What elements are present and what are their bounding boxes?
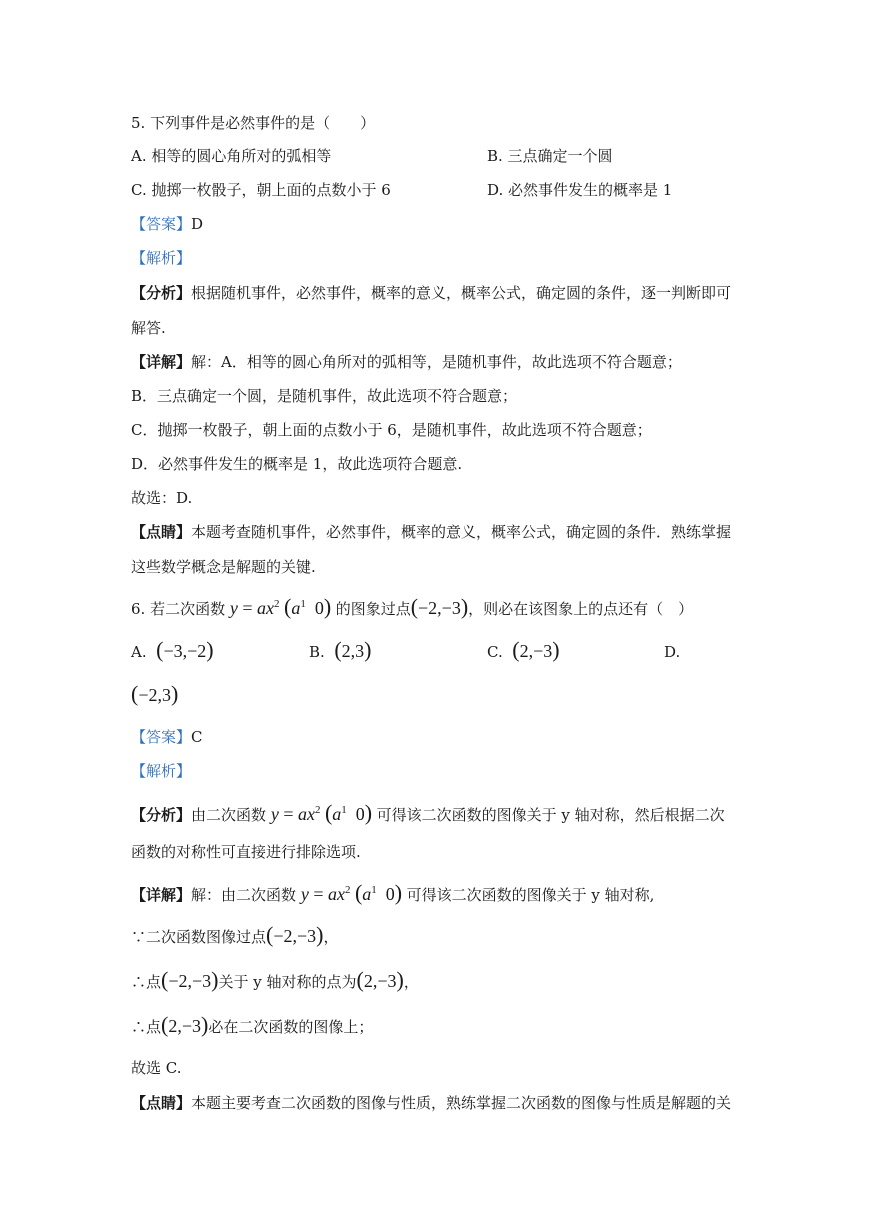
step3-text-a: ∴点 (131, 1018, 162, 1036)
var-a: a (297, 804, 307, 824)
q6-option-d-label: D. (664, 643, 681, 661)
q6-step-3: ∴点(2,−3)必在二次函数的图像上； (131, 1012, 374, 1037)
xiangjie-part-a: 解：由二次函数 (191, 886, 297, 904)
var-a: a (257, 598, 267, 618)
q6-option-b: B. (2,3) (309, 637, 372, 662)
cond-a: a (332, 804, 342, 824)
q5-xiangjie-line-4: D．必然事件发生的概率是 1，故此选项符合题意. (131, 455, 463, 473)
equals: = (308, 884, 328, 904)
q5-dianjing-line-1 (131, 522, 731, 542)
step2-text-b: 关于 y 轴对称的点为 (218, 973, 357, 991)
q6-stem-part-b: 的图象过点 (335, 600, 411, 618)
answer-value: D (191, 215, 204, 233)
var-x: x (306, 804, 315, 824)
step2-point-2: 2,−3 (363, 971, 397, 991)
fenxi-tag: 【分析】 (131, 284, 192, 302)
q5-option-b: B. 三点确定一个圆 (487, 147, 613, 165)
q6-stem-part-a: 6. 若二次函数 (131, 600, 226, 618)
q6-point: (−2,−3) (410, 594, 469, 619)
analysis-tag: 【解析】 (131, 762, 192, 780)
q6-dianjing-line-1 (131, 1093, 731, 1113)
q6-option-d-value: (−2,3) (131, 681, 179, 706)
q5-option-a: A. 相等的圆心角所对的弧相等 (131, 147, 332, 165)
cond-zero: 0 (355, 804, 365, 824)
step3-point: 2,−3 (168, 1016, 201, 1036)
step1-point: −2,−3 (273, 926, 317, 946)
q6-fenxi-line-2: 函数的对称性可直接进行排除选项. (131, 843, 361, 861)
opt-a-value: −3,−2 (163, 641, 207, 661)
q6-xiangjie-line-1 (131, 880, 654, 905)
q5-dianjing-line-2: 这些数学概念是解题的关键. (131, 558, 316, 576)
dianjing-tag: 【点睛】 (131, 1094, 192, 1112)
step2-text-a: ∴点 (131, 973, 162, 991)
xiangjie-function: $y = ax^2$ ($a^1$ 0) (300, 880, 403, 905)
q5-fenxi-line-2: 解答. (131, 319, 166, 337)
step2-comma: ， (403, 973, 419, 991)
step2-point-1: −2,−3 (168, 971, 212, 991)
exponent: 2 (344, 884, 351, 896)
xiangjie-tag: 【详解】 (131, 886, 192, 904)
q5-xiangjie-line-1 (131, 352, 682, 372)
q6-option-c: C. (2,−3) (487, 637, 560, 662)
equals: = (237, 598, 258, 618)
var-y: y (300, 884, 309, 904)
opt-d-value: −2,3 (138, 685, 171, 705)
q6-fenxi-line-1 (131, 800, 725, 825)
step1-comma: ， (323, 928, 339, 946)
step1-text: ∵二次函数图像过点 (131, 928, 267, 946)
answer-tag: 【答案】 (131, 728, 192, 746)
q6-function: $y = ax^2$ ($a^1$ 0) (229, 594, 332, 619)
q5-stem: 5. 下列事件是必然事件的是（ ） (131, 114, 376, 132)
q6-stem-part-c: ，则必在该图象上的点还有（ ） (468, 600, 694, 618)
exponent: 2 (314, 804, 321, 816)
q5-xiangjie-line-2: B．三点确定一个圆，是随机事件，故此选项不符合题意； (131, 387, 518, 405)
var-x: x (336, 884, 345, 904)
opt-b-label: B. (309, 643, 325, 661)
cond-sup: 1 (371, 884, 377, 896)
q5-answer (131, 214, 203, 234)
equals: = (278, 804, 298, 824)
var-a: a (327, 884, 337, 904)
q6-answer (131, 727, 203, 747)
q5-analysis-heading (131, 248, 191, 268)
exponent: 2 (274, 598, 280, 610)
cond-zero: 0 (385, 884, 395, 904)
point-value: −2,−3 (418, 598, 461, 618)
q6-analysis-heading (131, 761, 191, 781)
q6-step-2: ∴点(−2,−3)关于 y 轴对称的点为(2,−3)， (131, 967, 419, 992)
answer-value: C (191, 728, 203, 746)
xiangjie-tag: 【详解】 (131, 353, 192, 371)
q5-option-c: C. 抛掷一枚骰子，朝上面的点数小于 6 (131, 181, 391, 199)
xiangjie-text: 解：A．相等的圆心角所对的弧相等，是随机事件，故此选项不符合题意； (191, 353, 682, 371)
step3-text-b: 必在二次函数的图像上； (208, 1018, 374, 1036)
q6-option-a: A. (−3,−2) (131, 637, 214, 662)
fenxi-part-a: 由二次函数 (191, 806, 267, 824)
cond-sup: 1 (300, 598, 306, 610)
opt-c-value: 2,−3 (519, 641, 553, 661)
fenxi-function: $y = ax^2$ ($a^1$ 0) (270, 800, 373, 825)
q5-conclusion: 故选：D. (131, 489, 193, 507)
opt-b-value: 2,3 (341, 641, 365, 661)
q6-step-1: ∵二次函数图像过点(−2,−3)， (131, 922, 339, 947)
dianjing-tag: 【点睛】 (131, 523, 192, 541)
var-x: x (266, 598, 275, 618)
dianjing-text: 本题主要考查二次函数的图像与性质，熟练掌握二次函数的图像与性质是解题的关 (191, 1094, 732, 1112)
var-y: y (270, 804, 279, 824)
q6-conclusion: 故选 C. (131, 1059, 182, 1077)
opt-a-label: A. (131, 643, 147, 661)
opt-c-label: C. (487, 643, 503, 661)
fenxi-tag: 【分析】 (131, 806, 192, 824)
var-y: y (229, 598, 238, 618)
xiangjie-part-b: 可得该二次函数的图像关于 y 轴对称, (406, 886, 655, 904)
fenxi-text: 根据随机事件，必然事件，概率的意义，概率公式，确定圆的条件，逐一判断即可 (191, 284, 732, 302)
answer-tag: 【答案】 (131, 215, 192, 233)
q6-stem (131, 594, 693, 619)
cond-a: a (362, 884, 372, 904)
q5-option-d: D. 必然事件发生的概率是 1 (487, 181, 673, 199)
cond-a: a (291, 598, 301, 618)
q5-xiangjie-line-3: C．抛掷一枚骰子，朝上面的点数小于 6，是随机事件，故此选项不符合题意； (131, 421, 652, 439)
analysis-tag: 【解析】 (131, 249, 192, 267)
dianjing-text: 本题考查随机事件，必然事件，概率的意义，概率公式，确定圆的条件．熟练掌握 (191, 523, 732, 541)
fenxi-part-b: 可得该二次函数的图像关于 y 轴对称，然后根据二次 (376, 806, 725, 824)
cond-sup: 1 (341, 804, 347, 816)
q5-fenxi-line-1 (131, 283, 731, 303)
cond-zero: 0 (314, 598, 324, 618)
